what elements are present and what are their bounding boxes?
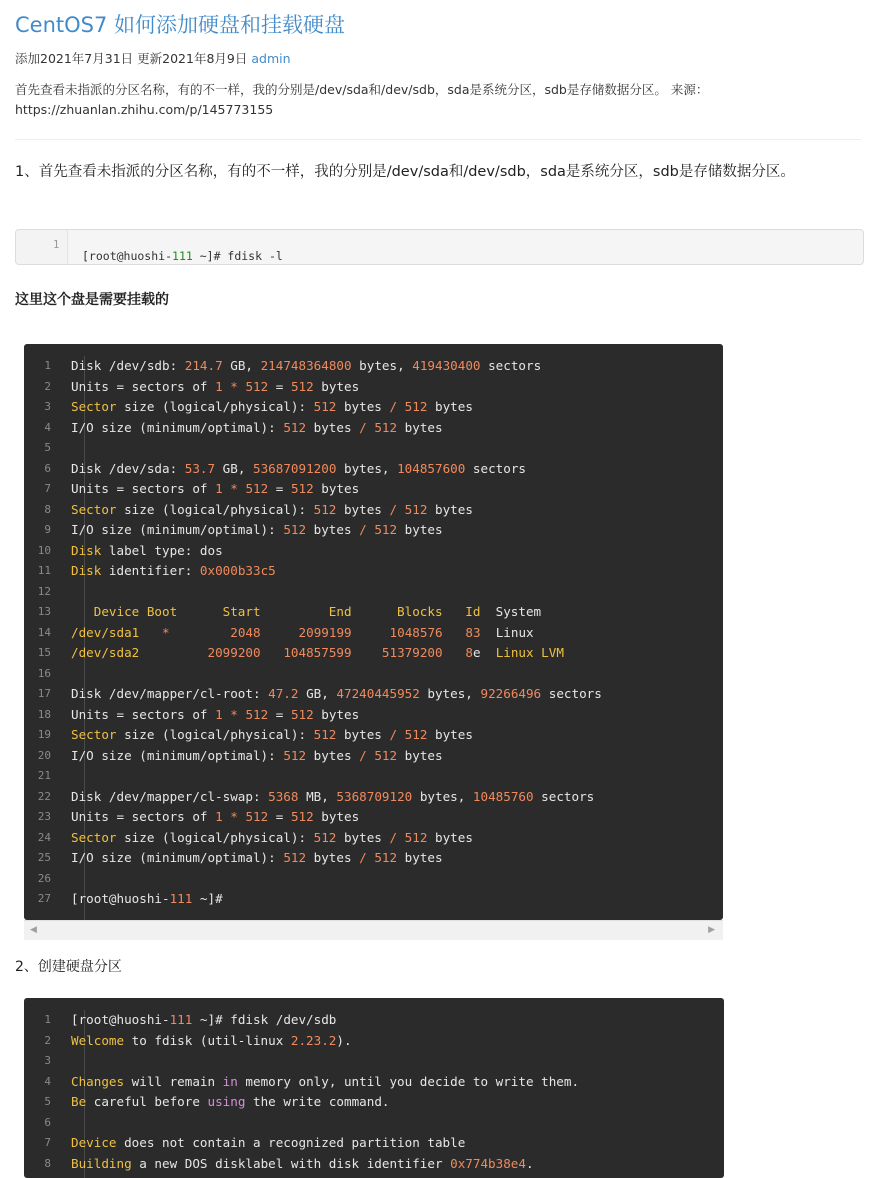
code-token: I/O size (minimum/optimal): xyxy=(71,522,284,537)
line-text xyxy=(71,459,526,480)
code-token: 2.23.2 xyxy=(290,1032,337,1048)
line-text xyxy=(71,889,223,910)
code-token: size (logical/physical): xyxy=(116,399,314,414)
code-token xyxy=(443,625,466,640)
code-token: / xyxy=(359,419,367,435)
code-token: bytes, xyxy=(336,460,398,476)
line-number: 1 xyxy=(53,239,60,251)
code-token: 512 xyxy=(283,419,307,435)
line-text xyxy=(71,377,359,398)
code-token: Disk xyxy=(71,563,102,578)
code-token: bytes, xyxy=(351,358,413,373)
line-text xyxy=(71,602,541,623)
code-token: 512 xyxy=(245,378,269,394)
code-token: 47240445952 xyxy=(336,686,420,701)
prompt-host-number: 111 xyxy=(172,249,193,263)
code-token: ~]# xyxy=(192,891,223,906)
line-text xyxy=(71,1133,465,1154)
line-text xyxy=(71,684,602,705)
terminal-line xyxy=(24,1133,724,1154)
terminal-line xyxy=(24,459,723,480)
code-token: I/O size (minimum/optimal): xyxy=(71,419,284,435)
code-token: bytes xyxy=(397,419,443,435)
code-token: 53.7 xyxy=(184,460,216,476)
code-token: 419430400 xyxy=(412,358,481,373)
line-text xyxy=(71,479,359,500)
prompt-user: [root@huoshi- xyxy=(82,249,173,263)
scroll-right-icon[interactable]: ▶ xyxy=(708,925,715,935)
code-token: 1 xyxy=(215,706,223,722)
code-token: 512 xyxy=(290,481,314,496)
code-token: GB, xyxy=(298,686,337,701)
code-token: / xyxy=(389,829,398,845)
code-token: sectors xyxy=(541,686,602,701)
line-number: 1 xyxy=(44,1013,51,1026)
code-token: * xyxy=(230,809,238,824)
line-number: 10 xyxy=(37,543,51,557)
code-token: * xyxy=(230,481,238,496)
code-token: 512 xyxy=(374,522,398,537)
line-number: 24 xyxy=(37,830,51,844)
terminal-screenshot-fdisk-sdb xyxy=(24,998,724,1178)
code-token: 1048576 xyxy=(389,624,443,640)
code-token: 83 xyxy=(465,624,481,640)
terminal-line xyxy=(24,377,723,398)
code-token: size (logical/physical): xyxy=(116,829,314,845)
article-title[interactable]: CentOS7 如何添加硬盘和挂载硬盘 xyxy=(15,13,346,37)
code-token: ). xyxy=(336,1032,352,1048)
step-1-text: 1、首先查看未指派的分区名称，有的不一样，我的分别是/dev/sda和/dev/sdb，sda是系统分区，sdb是存储数据分区。 xyxy=(15,164,795,180)
mount-note: 这里这个盘是需要挂载的 xyxy=(15,292,169,308)
code-token: bytes xyxy=(336,399,390,414)
code-token xyxy=(443,645,466,660)
code-token: 512 xyxy=(245,706,269,722)
code-token: Device Boot Start End Blocks Id xyxy=(71,604,496,619)
code-token xyxy=(170,625,231,640)
line-text xyxy=(71,643,564,664)
code-token: = xyxy=(268,378,291,394)
code-token: Disk /dev/sdb: xyxy=(71,358,185,373)
terminal-line xyxy=(24,725,723,746)
code-token: Disk /dev/sda: xyxy=(71,460,185,476)
code-token: Disk /dev/mapper/cl-root: xyxy=(71,686,269,701)
code-token: /dev/sda1 xyxy=(71,624,140,640)
code-token: 0x000b33c5 xyxy=(199,563,276,578)
terminal-line xyxy=(24,807,723,828)
line-text xyxy=(71,500,473,521)
terminal-lines xyxy=(24,1010,724,1174)
line-number: 11 xyxy=(37,564,51,577)
line-text xyxy=(71,1010,336,1031)
code-token: 2048 xyxy=(230,624,261,640)
code-token: 512 xyxy=(283,747,307,763)
article-summary: 首先查看未指派的分区名称，有的不一样，我的分别是/dev/sda和/dev/sdb，sda是系统分区，sdb是存储数据分区。 来源：https://zhuanlan.zhihu.com/p/145773155 xyxy=(15,82,709,117)
line-number: 18 xyxy=(37,707,51,721)
code-token: Sector xyxy=(71,501,117,517)
code-token xyxy=(397,830,405,845)
line-number: 3 xyxy=(44,1054,51,1067)
line-text xyxy=(71,1154,534,1175)
code-token: bytes xyxy=(427,399,473,414)
code-token: e xyxy=(472,645,496,660)
terminal-line xyxy=(24,1031,724,1052)
code-token: 512 xyxy=(404,501,428,517)
terminal-line xyxy=(24,1010,724,1031)
code-token: 0x774b38e4 xyxy=(450,1155,526,1171)
code-token: bytes, xyxy=(412,788,473,804)
code-token: / xyxy=(359,747,367,763)
code-token xyxy=(352,645,382,660)
line-number: 6 xyxy=(44,461,51,475)
terminal-line xyxy=(24,889,723,910)
code-token: Sector xyxy=(71,399,117,414)
line-number: 20 xyxy=(37,748,51,762)
code-token: Disk xyxy=(71,542,102,558)
line-number-gutter xyxy=(16,230,68,264)
line-number: 3 xyxy=(44,400,51,413)
code-token xyxy=(397,727,405,742)
line-number: 4 xyxy=(44,420,51,434)
code-token: size (logical/physical): xyxy=(116,501,314,517)
code-token: * xyxy=(230,706,238,722)
terminal-line xyxy=(24,520,723,541)
command-line xyxy=(82,249,283,263)
line-text xyxy=(71,705,359,726)
command-code-block xyxy=(15,229,864,265)
line-number: 15 xyxy=(37,646,51,659)
code-token: = xyxy=(268,809,291,824)
code-token: 92266496 xyxy=(480,686,542,701)
code-token: in xyxy=(222,1073,238,1089)
line-number: 1 xyxy=(44,359,51,372)
code-token: Sector xyxy=(71,829,117,845)
code-token: Sector xyxy=(71,727,117,742)
code-token: / xyxy=(359,850,367,865)
terminal-line xyxy=(24,1092,724,1113)
code-token: I/O size (minimum/optimal): xyxy=(71,747,284,763)
code-token: Units = sectors of xyxy=(71,378,216,394)
terminal-line xyxy=(24,602,723,623)
line-text xyxy=(71,1072,579,1093)
code-token: careful before xyxy=(86,1094,208,1109)
code-token: a new DOS disklabel with disk identifier xyxy=(131,1155,451,1171)
line-number: 22 xyxy=(37,789,51,803)
line-text xyxy=(71,848,443,869)
line-text xyxy=(71,520,443,541)
code-token: bytes xyxy=(336,501,390,517)
code-token: Units = sectors of xyxy=(71,706,216,722)
code-token: 512 xyxy=(245,481,269,496)
code-token: 53687091200 xyxy=(253,460,337,476)
terminal-line xyxy=(24,582,723,603)
horizontal-scrollbar[interactable] xyxy=(24,920,723,940)
line-text xyxy=(71,807,359,828)
code-token: / xyxy=(389,399,398,414)
code-token: sectors xyxy=(465,460,526,476)
terminal-screenshot-fdisk-list xyxy=(24,344,723,920)
code-token: 512 xyxy=(313,727,337,742)
terminal-line xyxy=(24,1072,724,1093)
line-text xyxy=(71,623,534,644)
code-token: bytes xyxy=(306,850,360,865)
code-token: will remain xyxy=(124,1073,223,1089)
line-number: 16 xyxy=(37,666,51,680)
line-number: 8 xyxy=(44,502,51,516)
terminal-line xyxy=(24,479,723,500)
code-token: 512 xyxy=(245,809,269,824)
terminal-line xyxy=(24,500,723,521)
code-token: 512 xyxy=(290,706,314,722)
line-number: 26 xyxy=(37,871,51,885)
code-token: bytes xyxy=(397,522,443,537)
code-token: label type: dos xyxy=(101,542,223,558)
code-token: 47.2 xyxy=(268,686,299,701)
line-text xyxy=(71,725,473,746)
line-number: 2 xyxy=(44,1033,51,1047)
code-token: / xyxy=(389,501,398,517)
code-token: 111 xyxy=(169,891,193,906)
terminal-line xyxy=(24,541,723,562)
line-number: 21 xyxy=(37,769,51,782)
terminal-line xyxy=(24,623,723,644)
code-token xyxy=(261,625,299,640)
terminal-line xyxy=(24,684,723,705)
code-token: . xyxy=(525,1155,534,1171)
code-token: 512 xyxy=(290,809,314,824)
code-token: 1 xyxy=(215,481,223,496)
line-number: 2 xyxy=(44,379,51,393)
code-token: sectors xyxy=(480,358,542,373)
code-token: * xyxy=(162,624,170,640)
line-number: 7 xyxy=(44,482,51,495)
code-token: [root@huoshi- xyxy=(71,891,170,906)
code-token xyxy=(139,645,207,660)
article-meta xyxy=(15,50,291,68)
line-number: 5 xyxy=(44,441,51,454)
code-token: / xyxy=(389,727,398,742)
line-number: 14 xyxy=(37,625,51,639)
code-token: GB, xyxy=(222,358,261,373)
terminal-line xyxy=(24,643,723,664)
line-number: 6 xyxy=(44,1115,51,1129)
line-text xyxy=(71,561,276,582)
terminal-line xyxy=(24,438,723,459)
code-token: 5368709120 xyxy=(336,788,413,804)
code-token: 512 xyxy=(283,850,307,865)
code-token: Units = sectors of xyxy=(71,809,216,824)
code-token xyxy=(261,645,284,660)
code-token: bytes xyxy=(313,378,360,394)
code-token: GB, xyxy=(215,460,253,476)
code-token xyxy=(352,625,390,640)
code-token: bytes, xyxy=(419,686,481,701)
step-2-text: 2、创建硬盘分区 xyxy=(15,959,122,975)
code-token: [root@huoshi- xyxy=(71,1012,170,1027)
code-token: bytes xyxy=(313,706,360,722)
author-link[interactable]: admin xyxy=(251,51,291,66)
line-number: 17 xyxy=(37,687,51,700)
code-token: Building xyxy=(71,1155,132,1171)
line-number: 13 xyxy=(37,605,51,618)
code-token: 214748364800 xyxy=(260,358,352,373)
code-token xyxy=(397,399,405,414)
code-token: 5368 xyxy=(268,788,299,804)
code-token: using xyxy=(207,1094,246,1109)
line-text xyxy=(71,541,223,562)
terminal-line xyxy=(24,787,723,808)
terminal-line xyxy=(24,1051,724,1072)
code-token: bytes xyxy=(427,501,473,517)
code-token: 512 xyxy=(374,747,398,763)
code-token xyxy=(139,625,162,640)
terminal-line xyxy=(24,705,723,726)
updated-date: 更新2021年8月9日 xyxy=(137,51,248,66)
line-text xyxy=(71,418,443,439)
line-number: 12 xyxy=(37,584,51,598)
code-token: 512 xyxy=(313,399,337,414)
code-token: Be xyxy=(71,1094,87,1109)
code-token: bytes xyxy=(427,829,473,845)
line-number: 4 xyxy=(44,1074,51,1088)
code-token: Device xyxy=(71,1135,117,1150)
code-token: sectors xyxy=(533,788,595,804)
code-token: 1 xyxy=(215,378,223,394)
code-token xyxy=(397,502,405,517)
line-number: 8 xyxy=(44,1156,51,1170)
code-token: 512 xyxy=(290,378,314,394)
code-token: /dev/sda2 xyxy=(71,645,140,660)
code-token: does not contain a recognized partition table xyxy=(116,1135,466,1150)
code-token: bytes xyxy=(313,809,360,824)
terminal-line xyxy=(24,1113,724,1134)
code-token: 512 xyxy=(374,850,398,865)
terminal-line xyxy=(24,356,723,377)
code-token: bytes xyxy=(306,419,360,435)
code-token: * xyxy=(230,378,238,394)
code-token: identifier: xyxy=(101,563,200,578)
terminal-line xyxy=(24,869,723,890)
terminal-line xyxy=(24,848,723,869)
code-token: 2099199 xyxy=(298,624,352,640)
code-token: 104857600 xyxy=(397,460,466,476)
code-token: Linux LVM xyxy=(495,645,564,660)
code-token: bytes xyxy=(313,481,360,496)
terminal-line xyxy=(24,561,723,582)
code-token: 1 xyxy=(215,809,223,824)
line-number: 27 xyxy=(37,892,51,905)
code-token: 512 xyxy=(404,829,428,845)
code-token: Disk /dev/mapper/cl-swap: xyxy=(71,788,269,804)
code-token: bytes xyxy=(427,727,473,742)
code-token: System xyxy=(495,604,542,619)
code-token: 512 xyxy=(313,501,337,517)
line-text xyxy=(71,746,443,767)
code-token: 104857599 xyxy=(283,645,352,660)
line-text xyxy=(71,1092,389,1113)
code-token: bytes xyxy=(397,850,443,865)
line-number: 5 xyxy=(44,1095,51,1108)
code-token: to fdisk (util-linux xyxy=(124,1032,291,1048)
line-text xyxy=(71,787,594,808)
code-token: 2099200 xyxy=(207,645,261,660)
line-text xyxy=(71,356,541,377)
code-token: Linux xyxy=(480,624,534,640)
code-token: bytes xyxy=(336,829,390,845)
code-token: I/O size (minimum/optimal): xyxy=(71,850,284,865)
code-token: ~]# fdisk /dev/sdb xyxy=(192,1012,337,1027)
terminal-line xyxy=(24,418,723,439)
code-token: / xyxy=(359,522,367,537)
code-token: 512 xyxy=(283,522,307,537)
code-token: 10485760 xyxy=(472,788,534,804)
divider xyxy=(15,139,861,140)
code-token: 51379200 xyxy=(381,645,443,660)
terminal-line xyxy=(24,664,723,685)
line-text xyxy=(71,1031,352,1052)
code-token: Changes xyxy=(71,1073,125,1089)
code-token: 512 xyxy=(404,727,428,742)
code-token: bytes xyxy=(336,727,390,742)
code-token: Units = sectors of xyxy=(71,481,216,496)
scroll-left-icon[interactable]: ◀ xyxy=(30,925,37,935)
code-token: 512 xyxy=(313,829,337,845)
code-token: bytes xyxy=(306,522,360,537)
line-number: 19 xyxy=(37,728,51,741)
code-token: size (logical/physical): xyxy=(116,727,314,742)
code-token: Welcome xyxy=(71,1032,125,1048)
terminal-line xyxy=(24,1154,724,1175)
code-token: the write command. xyxy=(245,1094,390,1109)
code-token: 512 xyxy=(404,399,428,414)
code-token: bytes xyxy=(397,747,443,763)
code-token: 512 xyxy=(374,419,398,435)
terminal-line xyxy=(24,766,723,787)
code-token: bytes xyxy=(306,747,360,763)
terminal-line xyxy=(24,397,723,418)
terminal-lines xyxy=(24,356,723,910)
code-token: = xyxy=(268,481,291,496)
line-number: 25 xyxy=(37,851,51,864)
line-text xyxy=(71,397,473,418)
code-token: 8 xyxy=(465,645,473,660)
terminal-line xyxy=(24,828,723,849)
line-number: 23 xyxy=(37,810,51,823)
added-date: 添加2021年7月31日 xyxy=(15,51,134,66)
line-number: 9 xyxy=(44,523,51,536)
code-token: memory only, until you decide to write them. xyxy=(237,1073,580,1089)
line-number: 7 xyxy=(44,1136,51,1149)
code-token: MB, xyxy=(298,788,337,804)
terminal-line xyxy=(24,746,723,767)
prompt-command: ~]# fdisk -l xyxy=(192,249,283,263)
code-token: 111 xyxy=(169,1012,193,1027)
line-text xyxy=(71,828,473,849)
code-token: 214.7 xyxy=(184,358,223,373)
code-token: = xyxy=(268,706,291,722)
